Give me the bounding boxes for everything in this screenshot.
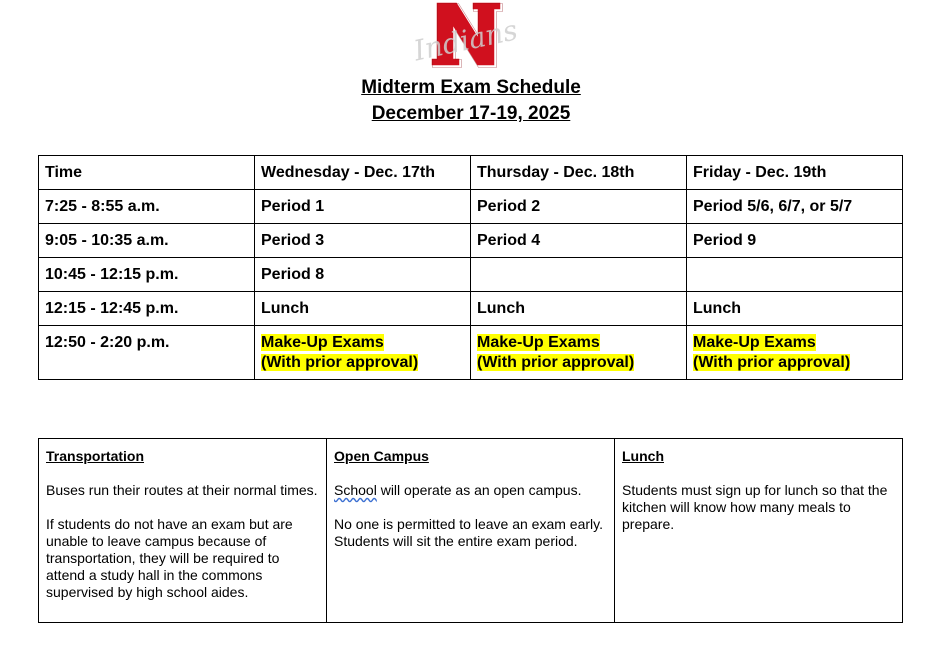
open-campus-text-2: No one is permitted to leave an exam early. Students will sit the entire exam period. — [334, 516, 603, 549]
makeup-line2: (With prior approval) — [693, 353, 851, 371]
open-campus-cell — [327, 439, 615, 623]
cell-time: 12:50 - 2:20 p.m. — [39, 326, 255, 380]
cell-thursday: Lunch — [471, 292, 687, 326]
cell-time: 10:45 - 12:15 p.m. — [39, 258, 255, 292]
table-header-row — [39, 156, 903, 190]
open-campus-heading: Open Campus — [334, 448, 429, 464]
lunch-text: Students must sign up for lunch so that the kitchen will know how many meals to prepare. — [622, 482, 888, 532]
logo-script-text: Indians — [410, 13, 521, 68]
cell-friday: Period 5/6, 6/7, or 5/7 — [687, 190, 903, 224]
header-thursday: Thursday - Dec. 18th — [471, 156, 687, 190]
lunch-cell — [615, 439, 903, 623]
cell-wednesday: Period 1 — [255, 190, 471, 224]
exam-schedule-table — [38, 155, 903, 380]
table-row — [39, 292, 903, 326]
lunch-heading: Lunch — [622, 448, 664, 464]
header-friday: Friday - Dec. 19th — [687, 156, 903, 190]
makeup-line1: Make-Up Exams — [261, 333, 384, 351]
cell-time: 7:25 - 8:55 a.m. — [39, 190, 255, 224]
cell-friday: Period 9 — [687, 224, 903, 258]
cell-time: 12:15 - 12:45 p.m. — [39, 292, 255, 326]
transportation-text-2: If students do not have an exam but are unable to leave campus because of transportation, they will be required to attend a study hall in the commons supervised by high school aides. — [46, 516, 293, 600]
makeup-line2: (With prior approval) — [477, 353, 635, 371]
table-row-makeup — [39, 326, 903, 380]
table-row — [39, 258, 903, 292]
cell-thursday: Period 2 — [471, 190, 687, 224]
cell-time: 9:05 - 10:35 a.m. — [39, 224, 255, 258]
open-campus-text-1 — [334, 482, 607, 499]
makeup-line2: (With prior approval) — [261, 353, 419, 371]
spellcheck-word[interactable]: School — [334, 482, 377, 498]
makeup-line1: Make-Up Exams — [693, 333, 816, 351]
transportation-cell — [39, 439, 327, 623]
table-row — [39, 190, 903, 224]
page-subtitle-dates: December 17-19, 2025 — [371, 103, 571, 124]
cell-thursday: Period 4 — [471, 224, 687, 258]
header-wednesday: Wednesday - Dec. 17th — [255, 156, 471, 190]
cell-friday-makeup — [687, 326, 903, 380]
makeup-line1: Make-Up Exams — [477, 333, 600, 351]
cell-thursday — [471, 258, 687, 292]
transportation-heading: Transportation — [46, 448, 145, 464]
info-table — [38, 438, 903, 623]
school-logo — [405, 0, 535, 70]
cell-friday — [687, 258, 903, 292]
cell-wednesday: Period 8 — [255, 258, 471, 292]
table-row — [39, 224, 903, 258]
cell-wednesday-makeup — [255, 326, 471, 380]
open-campus-text-1-rest: will operate as an open campus. — [376, 482, 582, 498]
cell-wednesday: Period 3 — [255, 224, 471, 258]
header-time: Time — [39, 156, 255, 190]
cell-friday: Lunch — [687, 292, 903, 326]
cell-wednesday: Lunch — [255, 292, 471, 326]
transportation-text-1: Buses run their routes at their normal times. — [46, 482, 318, 498]
page-title: Midterm Exam Schedule — [361, 77, 581, 98]
info-row — [39, 439, 903, 623]
cell-thursday-makeup — [471, 326, 687, 380]
